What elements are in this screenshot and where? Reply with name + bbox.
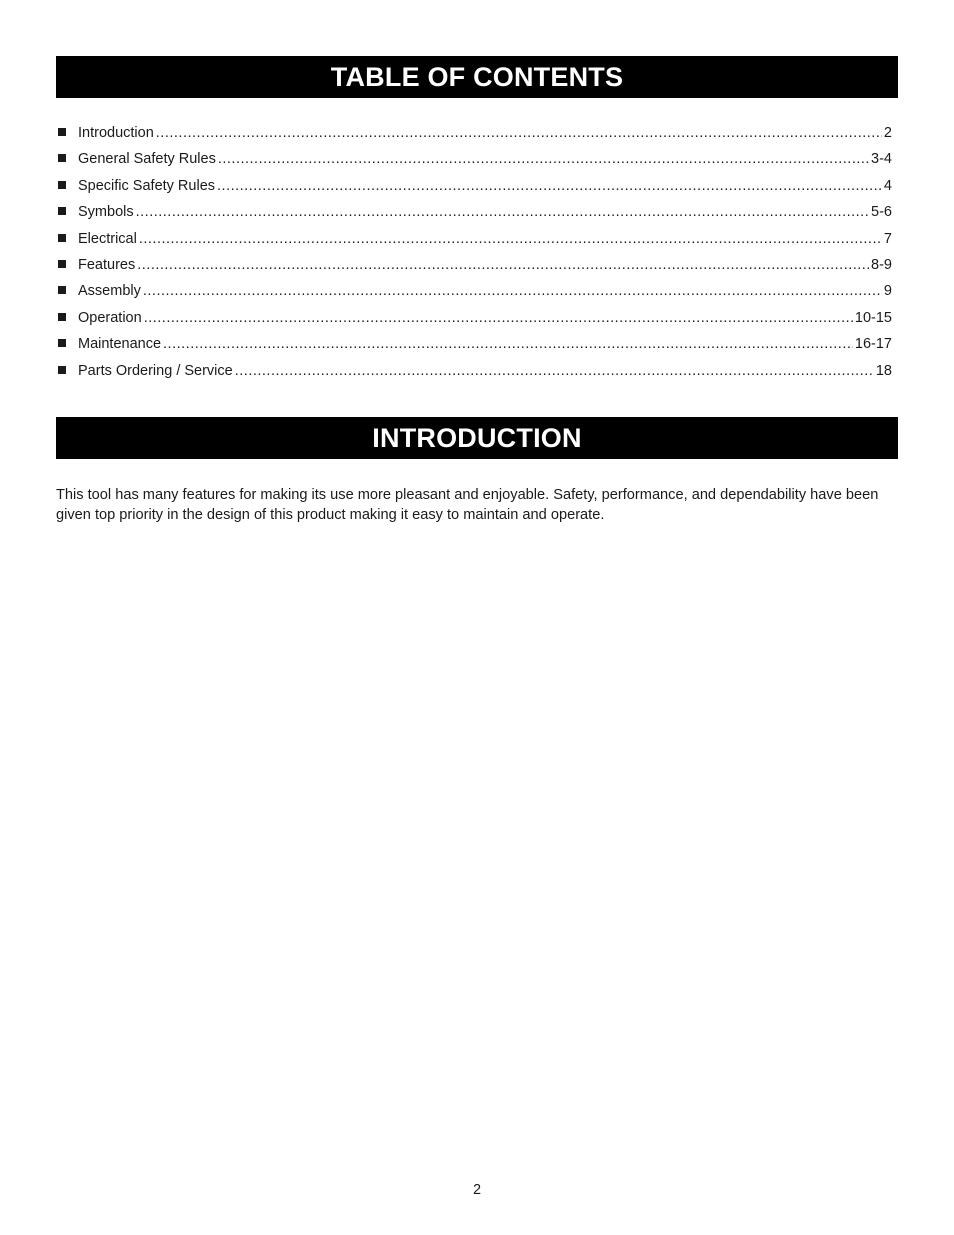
- square-bullet-icon: [58, 154, 66, 162]
- dot-leader: [139, 226, 882, 252]
- toc-item-label: Introduction: [78, 125, 154, 141]
- table-of-contents: [56, 120, 892, 384]
- square-bullet-icon: [58, 339, 66, 347]
- toc-item-label: Parts Ordering / Service: [78, 362, 233, 379]
- page-number: 2: [472, 1182, 482, 1198]
- dot-leader: [143, 278, 882, 304]
- square-bullet-icon: [58, 260, 66, 268]
- toc-item-label: Operation: [78, 309, 142, 326]
- toc-item-label: Electrical: [78, 230, 137, 247]
- toc-item-label: Assembly: [78, 283, 141, 300]
- introduction-body: This tool has many features for making its use more pleasant and enjoyable. Safety, performance, and dependability have been given top priority in the design of this product making it easy to maintain and operate.: [56, 487, 879, 523]
- toc-item-page: 8-9: [871, 256, 892, 273]
- toc-item-page: 5-6: [871, 204, 892, 221]
- dot-leader: [235, 358, 874, 384]
- toc-item-label: General Safety Rules: [78, 151, 216, 168]
- square-bullet-icon: [58, 207, 66, 215]
- toc-item-label: Features: [78, 256, 136, 273]
- toc-item-maintenance: [56, 331, 892, 357]
- square-bullet-icon: [58, 286, 66, 294]
- toc-item-features: [56, 252, 892, 278]
- toc-item-page: 7: [883, 230, 892, 247]
- dot-leader: [163, 331, 853, 357]
- toc-item-label: Symbols: [78, 204, 134, 221]
- square-bullet-icon: [58, 313, 66, 321]
- dot-leader: [137, 252, 869, 278]
- dot-leader: [217, 173, 882, 199]
- dot-leader: [136, 199, 869, 225]
- toc-item-assembly: [56, 278, 892, 304]
- toc-item-operation: [56, 305, 892, 331]
- toc-item-page: 18: [875, 362, 892, 379]
- square-bullet-icon: [58, 128, 66, 136]
- toc-item-electrical: [56, 226, 892, 252]
- toc-heading-banner: [56, 56, 898, 98]
- toc-item-label: Specific Safety Rules: [78, 177, 216, 194]
- dot-leader: [218, 146, 869, 172]
- toc-item-page: 2: [883, 125, 892, 141]
- toc-item-specific-safety-rules: [56, 173, 892, 199]
- toc-item-page: 3-4: [871, 151, 892, 168]
- square-bullet-icon: [58, 181, 66, 189]
- toc-item-introduction: [56, 120, 892, 146]
- toc-item-parts-ordering-service: [56, 358, 892, 384]
- toc-item-symbols: [56, 199, 892, 225]
- toc-item-page: 9: [883, 283, 892, 300]
- dot-leader: [144, 305, 853, 331]
- introduction-heading: INTRODUCTION: [372, 422, 582, 453]
- square-bullet-icon: [58, 234, 66, 242]
- toc-heading: TABLE OF CONTENTS: [330, 61, 624, 92]
- introduction-heading-banner: [56, 417, 898, 459]
- dot-leader: [156, 120, 882, 146]
- toc-item-page: 4: [883, 177, 892, 194]
- toc-item-page: 16-17: [854, 336, 892, 353]
- square-bullet-icon: [58, 366, 66, 374]
- toc-item-general-safety-rules: [56, 146, 892, 172]
- toc-item-label: Maintenance: [78, 336, 162, 353]
- toc-item-page: 10-15: [854, 309, 892, 326]
